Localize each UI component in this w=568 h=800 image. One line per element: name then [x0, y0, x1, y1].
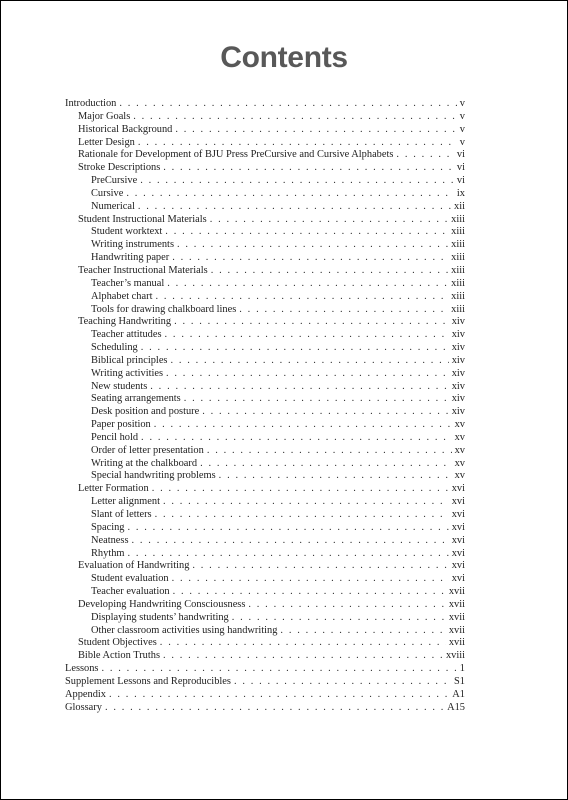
dot-leader — [234, 676, 451, 689]
dot-leader — [160, 637, 446, 650]
toc-entry-page-number: xiii — [451, 290, 465, 302]
toc-entry-page-number: v — [459, 123, 465, 135]
toc-entry-label: Stroke Descriptions — [78, 162, 161, 174]
toc-entry — [65, 458, 465, 471]
table-of-contents — [65, 98, 465, 715]
toc-entry — [65, 393, 465, 406]
toc-entry — [65, 612, 465, 625]
toc-entry — [65, 406, 465, 419]
toc-entry-label: Lessons — [65, 663, 99, 675]
dot-leader — [140, 175, 454, 188]
toc-entry — [65, 419, 465, 432]
toc-entry — [65, 188, 465, 201]
dot-leader — [163, 162, 454, 175]
toc-entry — [65, 573, 465, 586]
toc-entry-page-number: xviii — [445, 650, 465, 662]
toc-entry-label: Student worktext — [91, 226, 163, 238]
toc-entry-page-number: xiv — [451, 342, 465, 354]
toc-entry-page-number: xiii — [451, 277, 465, 289]
toc-entry — [65, 304, 465, 317]
toc-entry-label: Scheduling — [91, 342, 138, 354]
dot-leader — [152, 483, 449, 496]
dot-leader — [119, 98, 456, 111]
toc-entry — [65, 252, 465, 265]
toc-entry-label: Teacher evaluation — [91, 586, 170, 598]
toc-entry-page-number: xiii — [451, 303, 465, 315]
toc-entry-label: Teacher’s manual — [91, 277, 165, 289]
dot-leader — [174, 316, 449, 329]
toc-entry — [65, 239, 465, 252]
toc-entry-page-number: v — [459, 98, 465, 109]
dot-leader — [155, 509, 449, 522]
toc-entry-label: Order of letter presentation — [91, 444, 204, 456]
toc-entry-page-number: xiv — [451, 380, 465, 392]
toc-entry — [65, 162, 465, 175]
toc-entry — [65, 316, 465, 329]
toc-entry-page-number: xiv — [451, 354, 465, 366]
toc-entry — [65, 689, 465, 702]
dot-leader — [138, 137, 457, 150]
dot-leader — [141, 432, 452, 445]
toc-entry-label: Appendix — [65, 688, 106, 700]
toc-entry — [65, 522, 465, 535]
toc-entry — [65, 663, 465, 676]
toc-entry-label: Writing at the chalkboard — [91, 457, 198, 469]
toc-entry-label: Letter Formation — [78, 483, 149, 495]
toc-entry-label: Slant of letters — [91, 509, 152, 520]
toc-entry-page-number: vi — [456, 149, 465, 161]
toc-entry — [65, 445, 465, 458]
toc-entry-page-number: xiii — [451, 213, 465, 225]
toc-entry-page-number: vi — [456, 162, 465, 174]
toc-entry-label: Historical Background — [78, 123, 173, 135]
page-title: Contents — [220, 41, 348, 74]
dot-leader — [128, 548, 449, 561]
dot-leader — [155, 291, 448, 304]
dot-leader — [172, 252, 448, 265]
toc-entry-page-number: xvi — [451, 534, 465, 546]
toc-entry-label: PreCursive — [91, 175, 138, 187]
toc-entry-page-number: xv — [454, 457, 465, 469]
toc-entry-label: Writing activities — [91, 367, 164, 379]
toc-entry — [65, 214, 465, 227]
toc-entry-page-number: xv — [454, 470, 465, 482]
toc-entry — [65, 265, 465, 278]
toc-entry-label: Student evaluation — [91, 573, 169, 585]
toc-entry-page-number: S1 — [454, 675, 465, 687]
toc-entry — [65, 137, 465, 150]
toc-entry — [65, 560, 465, 573]
toc-entry — [65, 599, 465, 612]
toc-entry-page-number: v — [459, 136, 465, 148]
dot-leader — [165, 226, 448, 239]
toc-entry — [65, 432, 465, 445]
toc-entry-label: Neatness — [91, 534, 129, 546]
toc-entry-label: Teacher Instructional Materials — [78, 264, 208, 276]
toc-entry — [65, 548, 465, 561]
dot-leader — [154, 419, 452, 432]
toc-entry — [65, 368, 465, 381]
toc-entry-label: Student Instructional Materials — [78, 213, 207, 225]
dot-leader — [141, 342, 449, 355]
toc-entry-page-number: xv — [454, 419, 465, 431]
toc-entry — [65, 175, 465, 188]
toc-entry — [65, 149, 465, 162]
toc-entry — [65, 483, 465, 496]
toc-entry-label: Special handwriting problems — [91, 470, 216, 482]
dot-leader — [167, 278, 448, 291]
dot-leader — [163, 650, 443, 663]
dot-leader — [173, 586, 446, 599]
toc-entry-label: Cursive — [91, 187, 124, 199]
toc-entry-label: Major Goals — [78, 110, 131, 122]
toc-entry-page-number: xiii — [451, 264, 465, 276]
dot-leader — [165, 329, 449, 342]
toc-entry-label: Letter alignment — [91, 496, 160, 508]
toc-entry-page-number: xvi — [451, 521, 465, 533]
dot-leader — [105, 702, 444, 715]
dot-leader — [133, 111, 457, 124]
toc-entry — [65, 650, 465, 663]
toc-entry-page-number: xiv — [451, 367, 465, 379]
toc-entry-label: Supplement Lessons and Reproducibles — [65, 675, 231, 687]
toc-entry-label: Developing Handwriting Consciousness — [78, 598, 246, 610]
toc-entry-page-number: xiv — [451, 316, 465, 328]
toc-entry-page-number: xiv — [451, 393, 465, 405]
toc-entry-label: Other classroom activities using handwriting — [91, 624, 278, 636]
toc-entry-page-number: xvii — [448, 586, 465, 598]
toc-entry-label: Tools for drawing chalkboard lines — [91, 303, 237, 315]
toc-entry-page-number: xvi — [451, 547, 465, 559]
toc-entry-label: Teaching Handwriting — [78, 316, 172, 328]
dot-leader — [248, 599, 445, 612]
dot-leader — [150, 381, 448, 394]
dot-leader — [396, 149, 453, 162]
toc-entry-page-number: A15 — [447, 701, 465, 713]
toc-entry — [65, 278, 465, 291]
dot-leader — [126, 188, 454, 201]
toc-entry-page-number: xv — [454, 444, 465, 456]
dot-leader — [219, 470, 452, 483]
toc-entry-label: Student Objectives — [78, 637, 157, 649]
toc-entry — [65, 329, 465, 342]
toc-entry — [65, 496, 465, 509]
toc-entry-label: Letter Design — [78, 136, 135, 148]
toc-entry-page-number: xii — [454, 200, 465, 212]
toc-entry-page-number: xvi — [451, 560, 465, 572]
toc-entry — [65, 470, 465, 483]
toc-entry-label: Spacing — [91, 521, 125, 533]
toc-entry-page-number: xvii — [448, 611, 465, 623]
toc-entry-page-number: ix — [456, 187, 465, 199]
toc-entry — [65, 124, 465, 137]
toc-entry-label: Glossary — [65, 701, 102, 713]
toc-entry-page-number: xiv — [451, 329, 465, 341]
toc-entry-label: Evaluation of Handwriting — [78, 560, 190, 572]
toc-entry — [65, 291, 465, 304]
toc-entry-label: Introduction — [65, 98, 117, 109]
toc-entry-label: Writing instruments — [91, 239, 174, 251]
toc-entry — [65, 676, 465, 689]
toc-entry — [65, 702, 465, 715]
toc-entry-page-number: xvii — [448, 598, 465, 610]
toc-entry — [65, 625, 465, 638]
toc-entry-label: Pencil hold — [91, 431, 139, 443]
dot-leader — [172, 573, 449, 586]
toc-entry-page-number: xvi — [451, 496, 465, 508]
dot-leader — [211, 265, 448, 278]
toc-entry-label: Handwriting paper — [91, 252, 170, 264]
toc-entry-label: Teacher attitudes — [91, 329, 162, 341]
toc-entry-page-number: xvi — [451, 509, 465, 520]
toc-entry-page-number: vi — [456, 175, 465, 187]
dot-leader — [177, 239, 448, 252]
toc-entry — [65, 586, 465, 599]
toc-entry — [65, 637, 465, 650]
toc-entry-label: Rationale for Development of BJU Press PreCursive and Cursive Alphabets — [78, 149, 394, 161]
toc-entry-page-number: xvi — [451, 573, 465, 585]
toc-entry-page-number: xiii — [451, 252, 465, 264]
toc-entry-label: New students — [91, 380, 148, 392]
toc-entry — [65, 226, 465, 239]
toc-entry-page-number: xvii — [448, 637, 465, 649]
toc-entry — [65, 111, 465, 124]
dot-leader — [207, 445, 452, 458]
toc-entry-label: Seating arrangements — [91, 393, 181, 405]
toc-entry-label: Biblical principles — [91, 354, 168, 366]
dot-leader — [109, 689, 449, 702]
toc-entry-label: Rhythm — [91, 547, 125, 559]
dot-leader — [210, 214, 448, 227]
dot-leader — [138, 201, 451, 214]
toc-entry-page-number: xiii — [451, 239, 465, 251]
toc-entry-page-number: xiv — [451, 406, 465, 418]
toc-entry-page-number: xvii — [448, 624, 465, 636]
toc-entry-page-number: xv — [454, 431, 465, 443]
dot-leader — [132, 535, 449, 548]
toc-entry — [65, 98, 465, 111]
dot-leader — [280, 625, 445, 638]
dot-leader — [127, 522, 448, 535]
toc-entry-label: Displaying students’ handwriting — [91, 611, 229, 623]
toc-entry-page-number: v — [459, 110, 465, 122]
toc-entry-label: Alphabet chart — [91, 290, 153, 302]
toc-entry-label: Paper position — [91, 419, 151, 431]
dot-leader — [232, 612, 446, 625]
dot-leader — [184, 393, 449, 406]
toc-entry — [65, 355, 465, 368]
toc-entry-page-number: 1 — [459, 663, 465, 675]
dot-leader — [239, 304, 448, 317]
toc-entry — [65, 342, 465, 355]
dot-leader — [200, 458, 452, 471]
toc-entry — [65, 509, 465, 522]
dot-leader — [163, 496, 449, 509]
toc-entry-label: Desk position and posture — [91, 406, 200, 418]
dot-leader — [202, 406, 448, 419]
dot-leader — [101, 663, 456, 676]
dot-leader — [175, 124, 456, 137]
dot-leader — [166, 368, 449, 381]
toc-entry — [65, 201, 465, 214]
toc-entry — [65, 535, 465, 548]
toc-entry-page-number: xvi — [451, 483, 465, 495]
toc-entry-label: Bible Action Truths — [78, 650, 160, 662]
dot-leader — [170, 355, 448, 368]
toc-entry-page-number: xiii — [451, 226, 465, 238]
dot-leader — [192, 560, 448, 573]
toc-entry-page-number: A1 — [452, 688, 465, 700]
toc-entry-label: Numerical — [91, 200, 135, 212]
toc-entry — [65, 381, 465, 394]
